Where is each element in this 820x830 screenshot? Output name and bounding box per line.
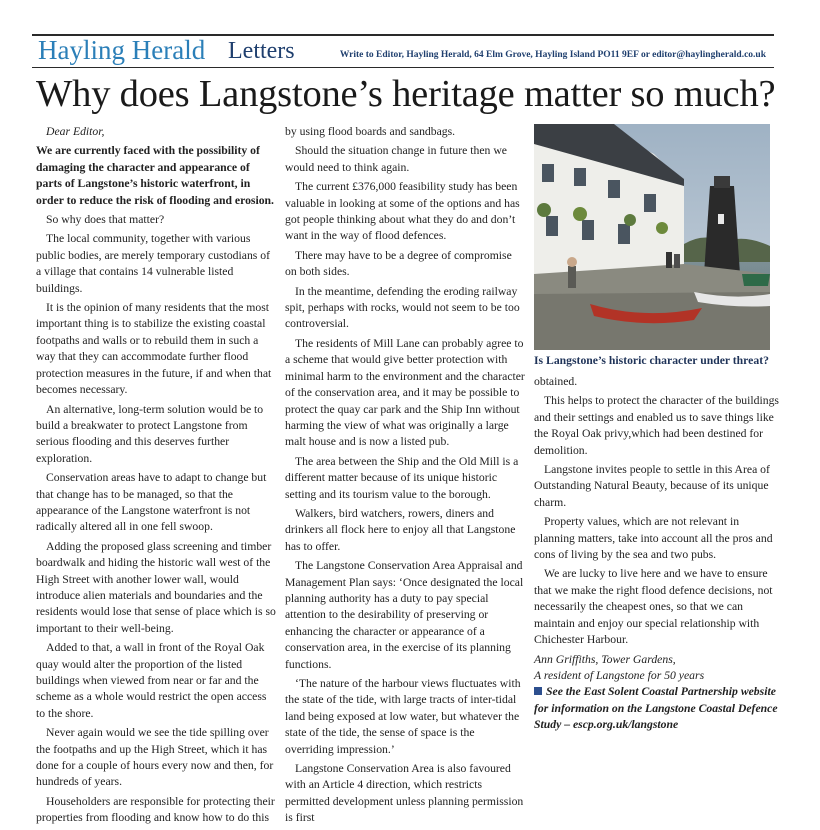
- harbour-photo: [534, 124, 770, 350]
- paragraph: Added to that, a wall in front of the Royal Oak quay would alter the proportion of the listed buildings when viewed from near or far and the scheme as a whole would restrict the open access to the shore.: [36, 641, 267, 720]
- paragraph: Should the situation change in future then we would need to think again.: [285, 144, 507, 174]
- paragraph: There may have to be a degree of compromise on both sides.: [285, 248, 512, 279]
- paragraph: Property values, which are not relevant in planning matters, take into account all the pros and cons of living by the sea and two pubs.: [534, 515, 773, 562]
- paragraph: It is the opinion of many residents that the most important thing is to stabilize the existing coastal footpaths and walls or to rebuild them in such a way that they can accommodate further flood protection measures in the future, if and when that becomes necessary.: [36, 301, 272, 397]
- footnote-text: See the East Solent Coastal Partnership website for information on the Langstone Coastal Defence Study – escp.org.uk/langstone: [534, 685, 778, 732]
- footnote: [534, 684, 780, 733]
- paragraph: In the meantime, defending the eroding railway spit, perhaps with rocks, would not seem to be too controversial.: [285, 284, 520, 331]
- paragraph: Walkers, bird watchers, rowers, diners and drinkers all flock here to enjoy all that Langstone has to offer.: [285, 506, 516, 553]
- paragraph: Conservation areas have to adapt to change but that change has to be managed, so that the appearance of the Langstone waterfront is not radically altered all in one fell swoop.: [36, 471, 267, 534]
- paragraph: An alternative, long-term solution would be to build a breakwater to protect Langstone from serious flooding and this deserves further exploration.: [36, 402, 264, 465]
- paragraph: We are lucky to live here and we have to ensure that we make the right flood defence decisions, not necessarily the cheapest ones, so that we can maintain and enjoy our special relationship with Chichester Harbour.: [534, 567, 773, 647]
- paragraph-continuation: obtained.: [534, 375, 578, 388]
- masthead-bottom-rule: [32, 67, 774, 68]
- salutation: Dear Editor,: [46, 125, 105, 138]
- page-title: Why does Langstone’s heritage matter so much?: [36, 73, 776, 115]
- brand-name: Hayling Herald: [38, 35, 206, 65]
- paragraph: Langstone Conservation Area is also favoured with an Article 4 direction, which restricts permitted development unless planning permission is first: [285, 762, 524, 825]
- section-title: Letters: [228, 38, 295, 64]
- column-2: [285, 124, 525, 830]
- masthead: [38, 35, 774, 66]
- paragraph: The residents of Mill Lane can probably agree to a scheme that would give better protection with minimal harm to the environment and the character of the conservation area, and it may be possible to protect the quay car park and the Ship Inn without harming the view of what was originally a large malt house and is now a listed pub.: [285, 336, 525, 449]
- paragraph: The current £376,000 feasibility study has been valuable in looking at some of the options and has got people thinking about what they do and don’t want in the way of flood defences.: [285, 180, 520, 243]
- paragraph: Householders are responsible for protecting their properties from flooding and know how to do this: [36, 794, 275, 825]
- paragraph: Adding the proposed glass screening and timber boardwalk and hiding the historic wall west of the High Street with another lower wall, would introduce alien materials and boundaries and the residents would lose that sense of place which is so important to their well-being.: [36, 539, 276, 635]
- paragraph: Langstone invites people to settle in this Area of Outstanding Natural Beauty, because of its unique charm.: [534, 463, 770, 509]
- lede-paragraph: We are currently faced with the possibility of damaging the character and appearance of parts of Langstone’s historic waterfront, in order to reduce the risk of flooding and erosion.: [36, 144, 274, 207]
- paragraph: Never again would we see the tide spilling over the footpaths and up the High Street, which it has done for a couple of hours every now and then, for hundreds of years.: [36, 726, 274, 789]
- signature-role: A resident of Langstone for 50 years: [534, 668, 705, 682]
- paragraph-continuation: by using flood boards and sandbags.: [285, 125, 456, 138]
- signature-name: Ann Griffiths, Tower Gardens,: [534, 652, 676, 666]
- paragraph: The area between the Ship and the Old Mill is a different matter because of its unique historic setting and its tourism value to the borough.: [285, 454, 519, 501]
- contact-line: Write to Editor, Hayling Herald, 64 Elm Grove, Hayling Island PO11 9EF or editor@haylingherald.co.uk: [339, 50, 766, 60]
- column-1: [36, 124, 276, 830]
- bullet-square-icon: [534, 687, 542, 695]
- paragraph: So why does that matter?: [46, 213, 165, 227]
- paragraph: This helps to protect the character of the buildings and their settings and enabled us to save things like the Royal Oak privy,which had been destined for demolition.: [534, 394, 779, 457]
- paragraph: The Langstone Conservation Area Appraisal and Management Plan says: ‘Once designated the local planning authority has a duty to pay special attention to the desirability of preserving or enhancing the character or appearance of a conservation area, in the exercise of its planning functions.: [285, 559, 524, 671]
- column-3: [534, 374, 780, 737]
- paragraph: ‘The nature of the harbour views fluctuates with the state of the tide, with large tracts of inter-tidal land being exposed at low water, but whatever the state of the tide, the sense of space is the overriding impression.’: [285, 677, 521, 756]
- photo-caption: Is Langstone’s historic character under threat?: [534, 354, 769, 367]
- paragraph: The local community, together with various public bodies, are merely temporary custodians of a village that contains 14 vulnerable listed buildings.: [36, 232, 271, 295]
